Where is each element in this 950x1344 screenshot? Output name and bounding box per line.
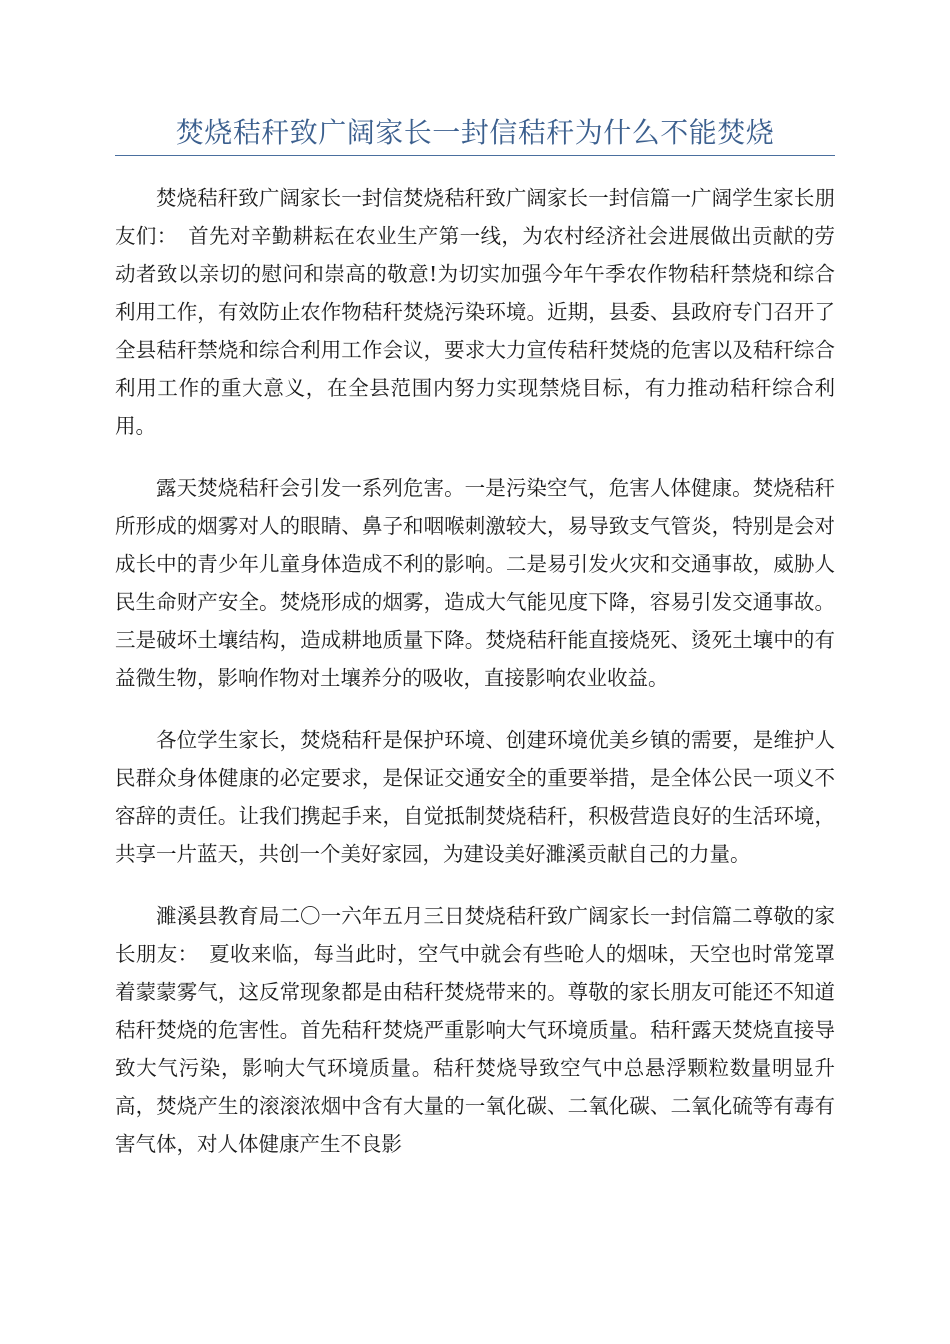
paragraph-1: 焚烧秸秆致广阔家长一封信焚烧秸秆致广阔家长一封信篇一广阔学生家长朋友们： 首先对辛勤耕耘在农业生产第一线，为农村经济社会进展做出贡献的劳动者致以亲切的慰问和崇高的敬意!为切实加强今年午季农作物秸秆禁烧和综合利用工作，有效防止农作物秸秆焚烧污染环境。近期，县委、县政府专门召开了全县秸秆禁烧和综合利用工作会议，要求大力宣传秸秆焚烧的危害以及秸秆综合利用工作的重大意义，在全县范围内努力实现禁烧目标，有力推动秸秆综合利用。 bbox=[115, 186, 835, 438]
paragraph-3: 各位学生家长，焚烧秸秆是保护环境、创建环境优美乡镇的需要，是维护人民群众身体健康的必定要求，是保证交通安全的重要举措，是全体公民一项义不容辞的责任。让我们携起手来，自觉抵制焚烧秸秆，积极营造良好的生活环境，共享一片蓝天，共创一个美好家园，为建设美好濉溪贡献自己的力量。 bbox=[115, 728, 835, 866]
title-underline bbox=[115, 155, 835, 156]
document-page bbox=[115, 0, 835, 1163]
document-title: 焚烧秸秆致广阔家长一封信秸秆为什么不能焚烧 bbox=[175, 116, 775, 149]
paragraph-2: 露天焚烧秸秆会引发一系列危害。一是污染空气，危害人体健康。焚烧秸秆所形成的烟雾对人的眼睛、鼻子和咽喉刺激较大，易导致支气管炎，特别是会对成长中的青少年儿童身体造成不利的影响。二是易引发火灾和交通事故，威胁人民生命财产安全。焚烧形成的烟雾，造成大气能见度下降，容易引发交通事故。三是破坏土壤结构，造成耕地质量下降。焚烧秸秆能直接烧死、烫死土壤中的有益微生物，影响作物对土壤养分的吸收，直接影响农业收益。 bbox=[115, 476, 835, 690]
document-body bbox=[115, 179, 835, 1163]
paragraph-4: 濉溪县教育局二〇一六年五月三日焚烧秸秆致广阔家长一封信篇二尊敬的家长朋友： 夏收来临，每当此时，空气中就会有些呛人的烟味，天空也时常笼罩着蒙蒙雾气，这反常现象都是由秸秆焚烧带来的。尊敬的家长朋友可能还不知道秸秆焚烧的危害性。首先秸秆焚烧严重影响大气环境质量。秸秆露天焚烧直接导致大气污染，影响大气环境质量。秸秆焚烧导致空气中总悬浮颗粒数量明显升高，焚烧产生的滚滚浓烟中含有大量的一氧化碳、二氧化碳、二氧化硫等有毒有害气体，对人体健康产生不良影 bbox=[115, 904, 835, 1156]
